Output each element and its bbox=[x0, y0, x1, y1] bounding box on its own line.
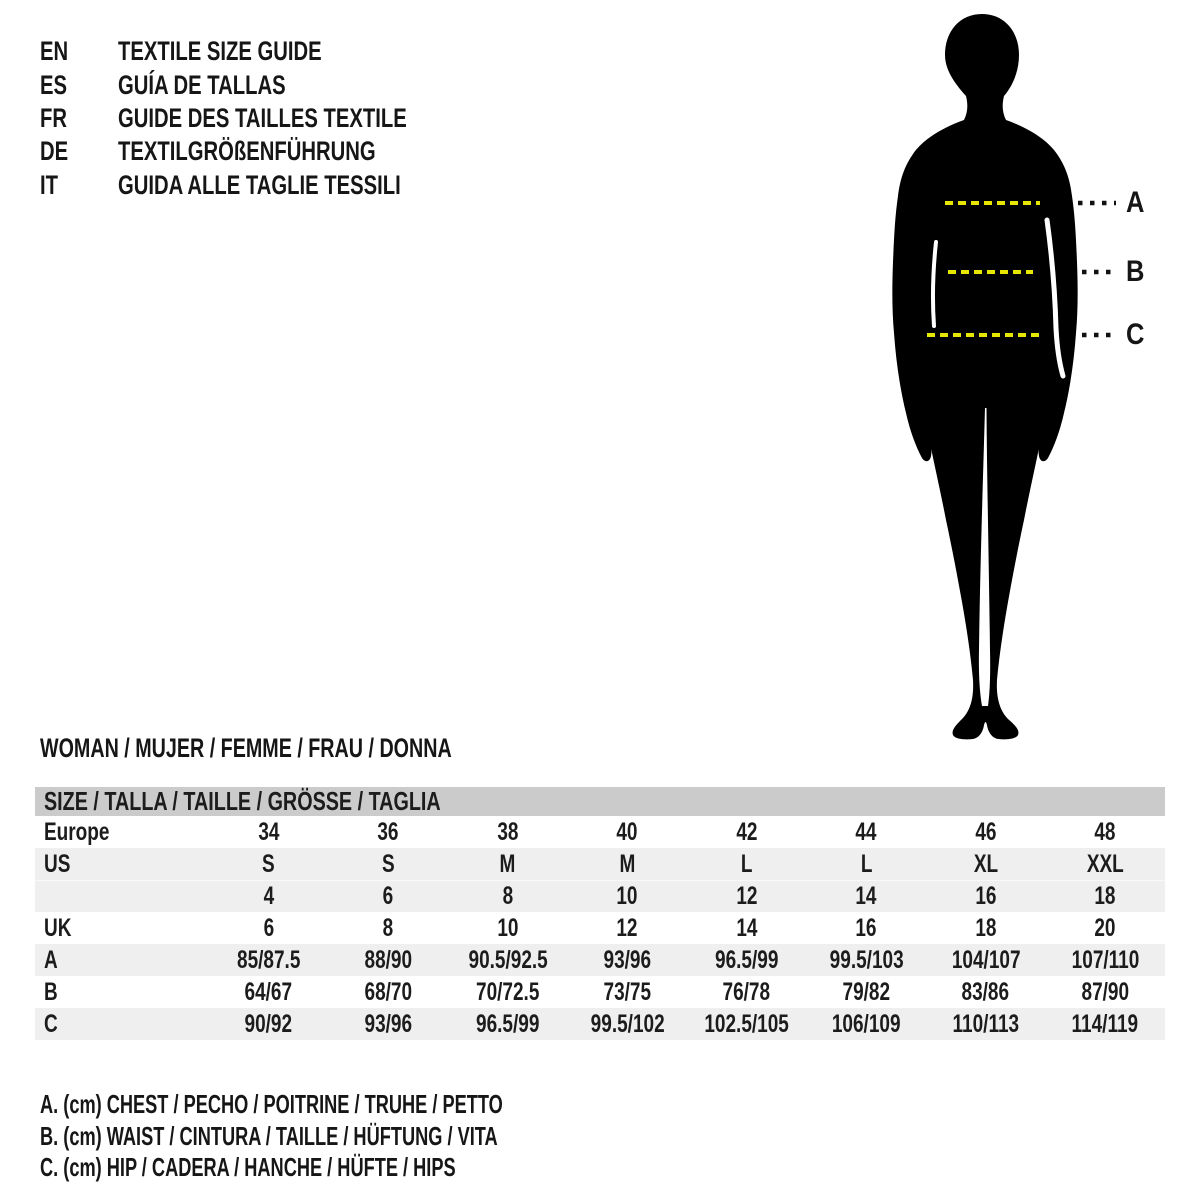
legend-waist: B. (cm) WAIST / CINTURA / TAILLE / HÜFTUNG / VITA bbox=[40, 1120, 498, 1151]
language-row-en bbox=[40, 35, 407, 68]
language-row-de bbox=[40, 135, 407, 168]
language-title: GUÍA DE TALLAS bbox=[118, 69, 286, 100]
woman-silhouette-svg bbox=[858, 10, 1120, 745]
row-label: UK bbox=[44, 914, 72, 942]
language-list bbox=[40, 35, 529, 202]
language-title: GUIDA ALLE TAGLIE TESSILI bbox=[118, 169, 401, 200]
language-row-es bbox=[40, 68, 407, 101]
language-row-it bbox=[40, 169, 407, 202]
hip-marker-label: C bbox=[1126, 318, 1145, 351]
language-row-fr bbox=[40, 102, 407, 135]
table-row-uk: UK 6 8 10 12 14 16 18 20 bbox=[35, 912, 1165, 944]
language-code: EN bbox=[40, 36, 69, 67]
table-row-europe: Europe 34 36 38 40 42 44 46 48 bbox=[35, 816, 1165, 848]
table-row-us-numeric: 4 6 8 10 12 14 16 18 bbox=[35, 880, 1165, 912]
legend-chest: A. (cm) CHEST / PECHO / POITRINE / TRUHE / PETTO bbox=[40, 1089, 503, 1119]
waist-marker-label: B bbox=[1126, 255, 1145, 288]
row-label: Europe bbox=[44, 818, 110, 846]
row-label: US bbox=[44, 850, 71, 878]
row-label: A bbox=[44, 946, 58, 974]
language-title: TEXTILE SIZE GUIDE bbox=[118, 36, 322, 67]
chest-marker-label: A bbox=[1126, 186, 1145, 219]
size-table-header bbox=[35, 787, 1165, 816]
language-code: DE bbox=[40, 136, 69, 167]
size-table-header-text: SIZE / TALLA / TAILLE / GRÖSSE / TAGLIA bbox=[44, 787, 441, 816]
table-row-hip-c: C 90/92 93/96 96.5/99 99.5/102 102.5/105 106/109 110/113 114/119 bbox=[35, 1008, 1165, 1040]
language-code: FR bbox=[40, 102, 67, 133]
language-code: IT bbox=[40, 169, 58, 200]
row-label bbox=[35, 881, 209, 912]
table-row-chest-a: A 85/87.5 88/90 90.5/92.5 93/96 96.5/99 99.5/103 104/107 107/110 bbox=[35, 944, 1165, 976]
table-row-us: US S S M M L L XL XXL bbox=[35, 848, 1165, 880]
section-title-woman: WOMAN / MUJER / FEMME / FRAU / DONNA bbox=[40, 733, 452, 763]
row-label: B bbox=[44, 978, 58, 1006]
language-code: ES bbox=[40, 69, 68, 100]
language-title: GUIDE DES TAILLES TEXTILE bbox=[118, 102, 407, 133]
row-label: C bbox=[44, 1010, 58, 1038]
language-title: TEXTILGRÖßENFÜHRUNG bbox=[118, 136, 376, 167]
size-table bbox=[35, 787, 1165, 1040]
table-row-waist-b: B 64/67 68/70 70/72.5 73/75 76/78 79/82 83/86 87/90 bbox=[35, 976, 1165, 1008]
measurement-legend bbox=[40, 1089, 701, 1184]
legend-hip: C. (cm) HIP / CADERA / HANCHE / HÜFTE / HIPS bbox=[40, 1152, 456, 1182]
